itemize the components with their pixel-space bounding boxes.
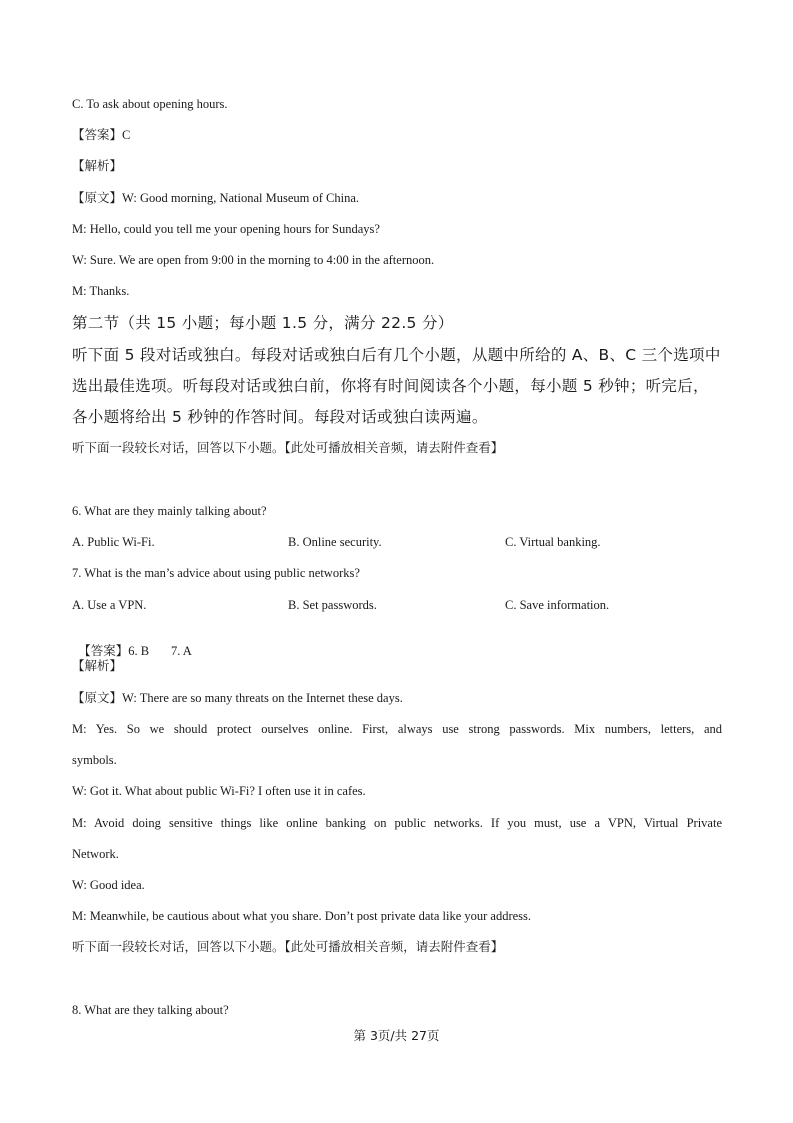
transcript-line-2: M: Hello, could you tell me your opening hours for Sundays?	[72, 222, 380, 236]
page-footer: 第 3页/共 27页	[353, 1028, 440, 1043]
transcript2-line-6: Network.	[72, 847, 119, 861]
transcript-text: W: Good morning, National Museum of China.	[122, 191, 360, 205]
transcript2-line-3: symbols.	[72, 753, 117, 767]
listen-instruction-2: 听下面一段较长对话，回答以下小题。【此处可播放相关音频，请去附件查看】	[72, 939, 504, 954]
answer-line	[72, 127, 130, 143]
transcript-line-4: M: Thanks.	[72, 284, 130, 298]
answer-value: 6. B 7. A	[128, 644, 192, 658]
transcript-tag: 【原文】	[72, 690, 123, 705]
answer-tag: 【答案】	[78, 643, 129, 658]
transcript2-line-8: M: Meanwhile, be cautious about what you share. Don’t post private data like your address.	[72, 909, 532, 923]
section-heading: 第二节（共 15 小题；每小题 1.5 分，满分 22.5 分）	[72, 314, 454, 332]
q7-option-c: C. Save information.	[505, 598, 610, 612]
answer-tag: 【答案】	[72, 127, 123, 142]
answer-value: C	[122, 128, 131, 142]
instructions-line-1: 听下面 5 段对话或独白。每段对话或独白后有几个小题，从题中所给的 A、B、C 三个选项中	[72, 346, 721, 364]
analysis-label-2: 【解析】	[72, 658, 123, 673]
q7-option-b: B. Set passwords.	[288, 598, 377, 612]
option-c-line: C. To ask about opening hours.	[72, 97, 228, 111]
q6-option-a: A. Public Wi-Fi.	[72, 535, 155, 549]
instructions-line-2: 选出最佳选项。听每段对话或独白前，你将有时间阅读各个小题，每小题 5 秒钟；听完后，	[72, 377, 709, 395]
instructions-line-3: 各小题将给出 5 秒钟的作答时间。每段对话或独白读两遍。	[72, 408, 488, 426]
transcript2-line-4: W: Got it. What about public Wi-Fi? I often use it in cafes.	[72, 784, 366, 798]
question-7: 7. What is the man’s advice about using public networks?	[72, 566, 360, 580]
analysis-label: 【解析】	[72, 158, 123, 173]
transcript2-line-1	[72, 690, 403, 706]
q6-option-c: C. Virtual banking.	[505, 535, 601, 549]
question-8: 8. What are they talking about?	[72, 1003, 229, 1017]
transcript-line-3: W: Sure. We are open from 9:00 in the morning to 4:00 in the afternoon.	[72, 253, 435, 267]
question-6: 6. What are they mainly talking about?	[72, 504, 267, 518]
answer-line-2	[72, 627, 192, 659]
listen-instruction-1: 听下面一段较长对话，回答以下小题。【此处可播放相关音频，请去附件查看】	[72, 440, 504, 455]
transcript2-line-5: M: Avoid doing sensitive things like online banking on public networks. If you must, use a VPN, Virtual Private	[72, 816, 722, 830]
q6-option-b: B. Online security.	[288, 535, 382, 549]
transcript2-line-7: W: Good idea.	[72, 878, 145, 892]
transcript-tag: 【原文】	[72, 190, 123, 205]
transcript-line-1	[72, 190, 359, 206]
q7-option-a: A. Use a VPN.	[72, 598, 147, 612]
transcript2-line-2: M: Yes. So we should protect ourselves online. First, always use strong passwords. Mix numbers, letters, and	[72, 722, 722, 736]
transcript-text: W: There are so many threats on the Internet these days.	[122, 691, 403, 705]
